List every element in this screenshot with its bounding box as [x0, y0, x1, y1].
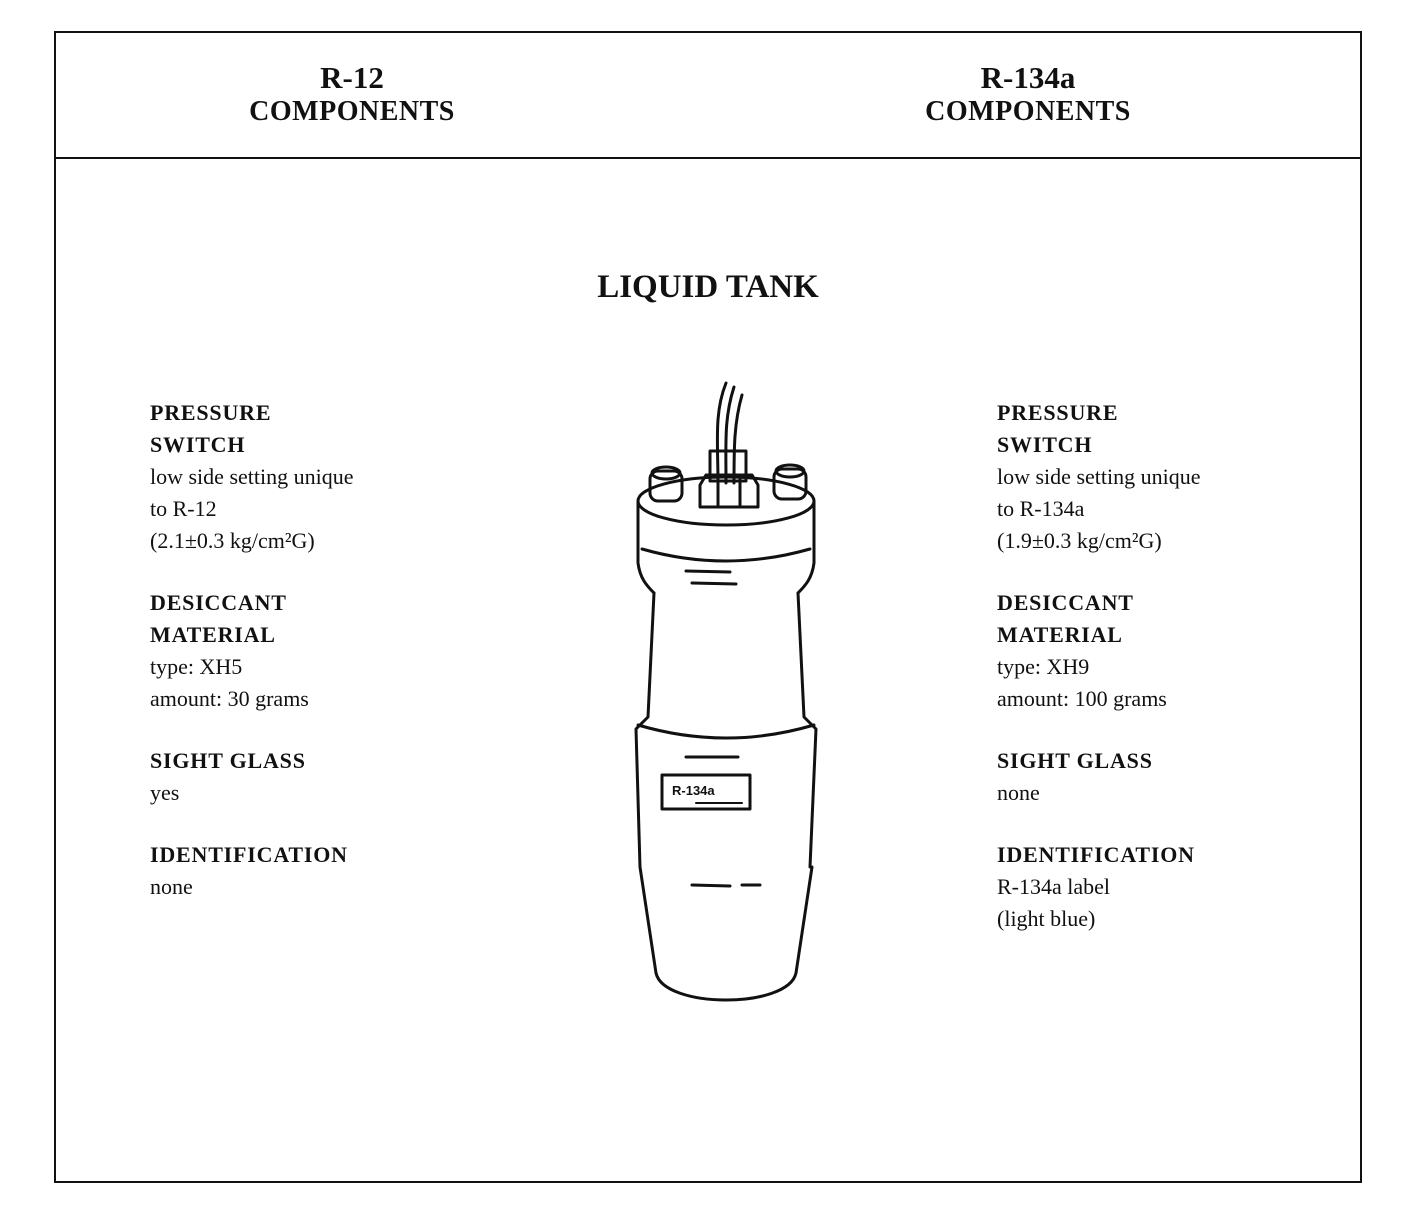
- section-title: LIQUID TANK: [597, 269, 819, 305]
- r12-pressure-switch-line: (2.1±0.3 kg/cm²G): [150, 528, 315, 553]
- r134a-pressure-switch-line: to R-134a: [997, 496, 1085, 521]
- r12-identification-line: none: [150, 874, 193, 899]
- table-header: [56, 33, 1360, 159]
- r12-heading-subtitle: COMPONENTS: [249, 96, 455, 127]
- r12-column-heading: [206, 61, 498, 129]
- r12-desiccant-line: amount: 30 grams: [150, 686, 309, 711]
- liquid-tank-illustration: [626, 373, 826, 1013]
- r12-pressure-switch-heading-1: PRESSURE: [150, 400, 272, 425]
- r12-pressure-switch-line: to R-12: [150, 496, 217, 521]
- r12-heading-title: R-12: [320, 60, 384, 95]
- tank-wire: [734, 395, 742, 483]
- tank-rib: [686, 571, 730, 572]
- r12-spec-list: [150, 397, 470, 933]
- r134a-desiccant-heading-2: MATERIAL: [997, 622, 1123, 647]
- r12-desiccant-line: type: XH5: [150, 654, 243, 679]
- r12-desiccant: [150, 587, 470, 715]
- r134a-column-heading: [882, 61, 1174, 129]
- r12-pressure-switch: [150, 397, 470, 557]
- tank-label-text: R-134a: [672, 783, 715, 798]
- r134a-heading-title: R-134a: [980, 60, 1076, 95]
- r134a-identification-line: R-134a label: [997, 874, 1111, 899]
- r134a-desiccant-heading-1: DESICCANT: [997, 590, 1134, 615]
- r12-identification: [150, 839, 470, 903]
- r12-sight-glass-value: yes: [150, 780, 180, 805]
- r134a-pressure-switch-line: low side setting unique: [997, 464, 1201, 489]
- tank-rib: [642, 549, 810, 561]
- tank-rib: [692, 583, 736, 584]
- r134a-desiccant-line: amount: 100 grams: [997, 686, 1167, 711]
- r134a-identification-line: (light blue): [997, 906, 1096, 931]
- r134a-pressure-switch-heading-1: PRESSURE: [997, 400, 1119, 425]
- r12-desiccant-heading-1: DESICCANT: [150, 590, 287, 615]
- r12-identification-heading: IDENTIFICATION: [150, 842, 348, 867]
- r134a-identification-heading: IDENTIFICATION: [997, 842, 1195, 867]
- r12-pressure-switch-heading-2: SWITCH: [150, 432, 246, 457]
- r134a-pressure-switch: [997, 397, 1317, 557]
- tank-rib: [638, 725, 814, 738]
- r12-sight-glass-heading: SIGHT GLASS: [150, 748, 306, 773]
- r134a-pressure-switch-line: (1.9±0.3 kg/cm²G): [997, 528, 1162, 553]
- r134a-desiccant: [997, 587, 1317, 715]
- r134a-identification: [997, 839, 1317, 935]
- r134a-desiccant-line: type: XH9: [997, 654, 1090, 679]
- r12-sight-glass: [150, 745, 470, 809]
- comparison-frame: [54, 31, 1362, 1183]
- r134a-label-sticker: [662, 775, 750, 809]
- r134a-sight-glass-heading: SIGHT GLASS: [997, 748, 1153, 773]
- r134a-spec-list: [997, 397, 1317, 965]
- tank-rib: [692, 885, 730, 886]
- r12-pressure-switch-line: low side setting unique: [150, 464, 354, 489]
- r134a-heading-subtitle: COMPONENTS: [925, 96, 1131, 127]
- r134a-sight-glass: [997, 745, 1317, 809]
- r12-desiccant-heading-2: MATERIAL: [150, 622, 276, 647]
- r134a-sight-glass-value: none: [997, 780, 1040, 805]
- r134a-pressure-switch-heading-2: SWITCH: [997, 432, 1093, 457]
